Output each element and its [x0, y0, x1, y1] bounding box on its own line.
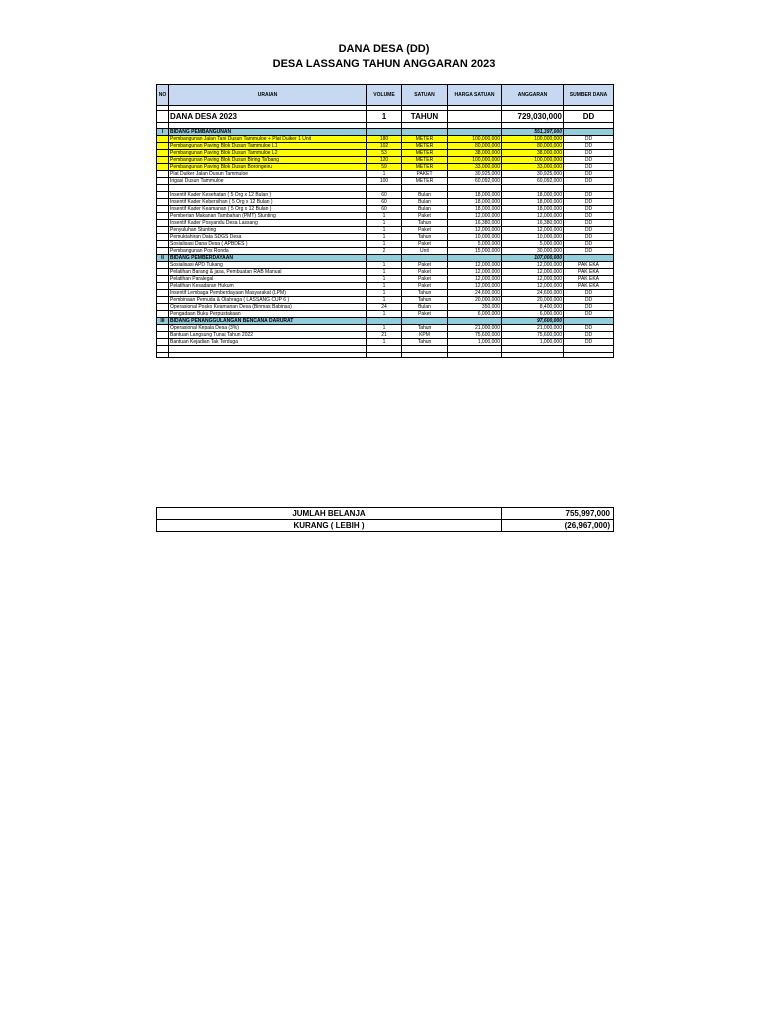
row-anggaran: 33,000,000 [502, 164, 564, 171]
row-harga: 21,000,000 [448, 325, 502, 332]
table-row [157, 157, 614, 164]
row-uraian: Sosialisasi APD Tukang [169, 262, 367, 269]
row-uraian: Insentif Kader Kebersihan ( 5 Org x 12 Bulan ) [169, 199, 367, 206]
row-volume: 21 [367, 332, 402, 339]
row-harga: 16,380,000 [448, 220, 502, 227]
row-anggaran: 30,925,000 [502, 171, 564, 178]
row-uraian: Bantuan Kejadian Tak Terduga [169, 339, 367, 346]
section-row [157, 129, 614, 136]
row-volume: 1 [367, 220, 402, 227]
row-volume: 1 [367, 171, 402, 178]
table-row [157, 234, 614, 241]
row-sumber: DD [564, 213, 614, 220]
row-uraian: Pelatihan Kesadaran Hukum [169, 283, 367, 290]
section-total: 551,397,000 [502, 129, 564, 136]
row-satuan: Bulan [402, 206, 448, 213]
row-sumber: DD [564, 206, 614, 213]
table-row [157, 143, 614, 150]
section-row [157, 318, 614, 325]
row-anggaran: 30,000,000 [502, 248, 564, 255]
dana-desa-row [157, 111, 614, 123]
row-anggaran: 18,000,000 [502, 192, 564, 199]
row-sumber: DD [564, 192, 614, 199]
row-uraian: Insentif Lembaga Pemberdayaan Masyarakat (LPM) [169, 290, 367, 297]
table-row [157, 262, 614, 269]
row-sumber: DD [564, 304, 614, 311]
row-harga: 5,000,000 [448, 241, 502, 248]
row-satuan: Paket [402, 213, 448, 220]
row-uraian: Pembangunan Paving Blok Dusun Borongeiru [169, 164, 367, 171]
row-harga: 15,000,000 [448, 248, 502, 255]
row-uraian: Insentif Kader Kesehatan ( 5 Org x 12 Bulan ) [169, 192, 367, 199]
row-satuan: Paket [402, 276, 448, 283]
row-anggaran: 60,092,000 [502, 178, 564, 185]
row-sumber: DD [564, 290, 614, 297]
row-anggaran: 12,000,000 [502, 276, 564, 283]
row-harga: 30,925,000 [448, 171, 502, 178]
table-row [157, 339, 614, 346]
row-anggaran: 12,000,000 [502, 227, 564, 234]
row-anggaran: 5,000,000 [502, 241, 564, 248]
row-harga: 60,092,000 [448, 178, 502, 185]
row-satuan: Unit [402, 248, 448, 255]
row-satuan: METER [402, 157, 448, 164]
table-row [157, 283, 614, 290]
row-volume: 1 [367, 325, 402, 332]
row-harga: 20,000,000 [448, 297, 502, 304]
row-uraian: Pengadaan Buku Perpustakaan [169, 311, 367, 318]
table-row [157, 213, 614, 220]
row-sumber: DD [564, 297, 614, 304]
row-satuan: METER [402, 150, 448, 157]
row-anggaran: 12,000,000 [502, 283, 564, 290]
header-harga: HARGA SATUAN [448, 85, 502, 106]
table-row [157, 164, 614, 171]
header-uraian: URAIAN [169, 85, 367, 106]
dd-anggaran: 729,030,000 [502, 111, 564, 123]
header-volume: VOLUME [367, 85, 402, 106]
row-satuan: METER [402, 143, 448, 150]
table-row [157, 178, 614, 185]
row-sumber: DD [564, 157, 614, 164]
row-anggaran: 10,000,000 [502, 234, 564, 241]
row-uraian: Pemberian Makanan Tambahan (PMT) Stunting [169, 213, 367, 220]
row-satuan: Bulan [402, 192, 448, 199]
row-satuan: METER [402, 136, 448, 143]
row-sumber: DD [564, 248, 614, 255]
jumlah-label: JUMLAH BELANJA [157, 508, 502, 520]
row-satuan: Bulan [402, 199, 448, 206]
table-row [157, 297, 614, 304]
row-volume: 60 [367, 199, 402, 206]
table-row [157, 248, 614, 255]
row-anggaran: 6,000,000 [502, 311, 564, 318]
row-anggaran: 12,000,000 [502, 213, 564, 220]
row-anggaran: 18,000,000 [502, 199, 564, 206]
table-row [157, 311, 614, 318]
table-row [157, 325, 614, 332]
row-anggaran: 38,000,000 [502, 150, 564, 157]
row-harga: 12,000,000 [448, 227, 502, 234]
jumlah-belanja-row [157, 508, 614, 520]
row-anggaran: 20,000,000 [502, 297, 564, 304]
row-satuan: Tahun [402, 220, 448, 227]
row-satuan: Tahun [402, 325, 448, 332]
table-row [157, 171, 614, 178]
table-row [157, 332, 614, 339]
row-sumber: PAK EKA [564, 262, 614, 269]
row-anggaran: 75,600,000 [502, 332, 564, 339]
row-volume: 1 [367, 262, 402, 269]
row-harga: 12,000,000 [448, 269, 502, 276]
row-anggaran: 24,600,000 [502, 290, 564, 297]
row-uraian: Sosialisasi Dana Desa ( APBDES ) [169, 241, 367, 248]
row-sumber: DD [564, 220, 614, 227]
row-sumber: DD [564, 150, 614, 157]
row-volume: 1 [367, 290, 402, 297]
row-sumber: DD [564, 234, 614, 241]
row-sumber: DD [564, 339, 614, 346]
table-row [157, 241, 614, 248]
row-harga: 12,000,000 [448, 276, 502, 283]
row-sumber: DD [564, 199, 614, 206]
row-satuan: Tahun [402, 297, 448, 304]
row-uraian: Operasional Posko Keamanan Desa (Binmas Babinsa) [169, 304, 367, 311]
section-no: I [157, 129, 169, 136]
row-sumber: DD [564, 332, 614, 339]
row-harga: 350,000 [448, 304, 502, 311]
row-uraian: Insentif Kader Keamanan ( 5 Org x 12 Bulan ) [169, 206, 367, 213]
row-harga: 33,000,000 [448, 164, 502, 171]
row-uraian: Bantuan Langsung Tunai Tahun 2022 [169, 332, 367, 339]
row-sumber: DD [564, 136, 614, 143]
row-volume: 60 [367, 206, 402, 213]
doc-subtitle: DESA LASSANG TAHUN ANGGARAN 2023 [272, 58, 496, 70]
row-volume: 1 [367, 297, 402, 304]
row-satuan: METER [402, 164, 448, 171]
row-harga: 18,000,000 [448, 206, 502, 213]
row-anggaran: 21,000,000 [502, 325, 564, 332]
row-anggaran: 16,380,000 [502, 220, 564, 227]
row-uraian: Pemuktahiran Data SDGS Desa [169, 234, 367, 241]
row-volume: 1 [367, 276, 402, 283]
row-harga: 100,000,000 [448, 136, 502, 143]
row-satuan: METER [402, 178, 448, 185]
section-total: 107,000,000 [502, 255, 564, 262]
row-sumber: PAK EKA [564, 276, 614, 283]
table-row [157, 290, 614, 297]
row-volume: 102 [367, 143, 402, 150]
row-satuan: Paket [402, 241, 448, 248]
row-sumber: DD [564, 325, 614, 332]
row-anggaran: 100,000,000 [502, 157, 564, 164]
table-row [157, 269, 614, 276]
row-uraian: Pembangunan Paving Blok Dusun Tammuloe L1 [169, 143, 367, 150]
row-satuan: KPM [402, 332, 448, 339]
row-uraian: Pembangunan Paving Blok Dusun Biring Ta'bang [169, 157, 367, 164]
row-satuan: PAKET [402, 171, 448, 178]
row-harga: 18,000,000 [448, 192, 502, 199]
row-volume: 59 [367, 164, 402, 171]
row-anggaran: 12,000,000 [502, 262, 564, 269]
section-no: II [157, 255, 169, 262]
row-volume: 53 [367, 150, 402, 157]
row-volume: 120 [367, 157, 402, 164]
row-satuan: Tahun [402, 290, 448, 297]
row-satuan: Paket [402, 262, 448, 269]
row-volume: 24 [367, 304, 402, 311]
row-uraian: Pembangunan Paving Blok Dusun Tammuloe L2 [169, 150, 367, 157]
header-satuan: SATUAN [402, 85, 448, 106]
table-row [157, 304, 614, 311]
row-satuan: Paket [402, 283, 448, 290]
table-row [157, 199, 614, 206]
table-header-row [157, 85, 614, 106]
row-volume: 1 [367, 241, 402, 248]
row-sumber: DD [564, 143, 614, 150]
row-harga: 1,000,000 [448, 339, 502, 346]
dd-volume: 1 [367, 111, 402, 123]
row-harga: 18,000,000 [448, 199, 502, 206]
dd-sumber: DD [564, 111, 614, 123]
table-row [157, 227, 614, 234]
row-volume: 1 [367, 213, 402, 220]
table-row [157, 276, 614, 283]
table-row [157, 220, 614, 227]
row-satuan: Tahun [402, 234, 448, 241]
budget-table [156, 84, 614, 358]
row-harga: 24,600,000 [448, 290, 502, 297]
row-volume: 1 [367, 311, 402, 318]
row-volume: 100 [367, 178, 402, 185]
row-satuan: Paket [402, 269, 448, 276]
row-harga: 12,000,000 [448, 262, 502, 269]
header-anggaran: ANGGARAN [502, 85, 564, 106]
row-harga: 10,000,000 [448, 234, 502, 241]
row-uraian: Penyuluhan Stunting [169, 227, 367, 234]
table-row [157, 192, 614, 199]
row-uraian: Irigasi Dusun Tammuloe [169, 178, 367, 185]
row-anggaran: 80,000,000 [502, 143, 564, 150]
header-sumber: SUMBER DANA [564, 85, 614, 106]
summary-table [156, 507, 614, 532]
table-row [157, 136, 614, 143]
row-sumber: DD [564, 171, 614, 178]
section-total: 97,600,000 [502, 318, 564, 325]
row-uraian: Plat Duiker Jalan Dusun Tammuloe [169, 171, 367, 178]
header-no: NO [157, 85, 169, 106]
row-uraian: Pelatihan Paralegal [169, 276, 367, 283]
kurang-value: (26,967,000) [502, 520, 614, 532]
row-volume: 2 [367, 248, 402, 255]
row-harga: 38,000,000 [448, 150, 502, 157]
row-sumber: DD [564, 241, 614, 248]
section-label: BIDANG PEMBANGUNAN [169, 129, 367, 136]
row-sumber: PAK EKA [564, 283, 614, 290]
row-anggaran: 12,000,000 [502, 269, 564, 276]
kurang-lebih-row [157, 520, 614, 532]
row-volume: 1 [367, 283, 402, 290]
row-harga: 12,000,000 [448, 213, 502, 220]
row-uraian: Pembinaan Pemuda & Olahraga ( LASSANG CUP 6 ) [169, 297, 367, 304]
row-volume: 1 [367, 269, 402, 276]
dd-uraian: DANA DESA 2023 [169, 111, 367, 123]
row-anggaran: 100,000,000 [502, 136, 564, 143]
row-volume: 1 [367, 227, 402, 234]
row-satuan: Bulan [402, 304, 448, 311]
row-harga: 75,600,000 [448, 332, 502, 339]
row-volume: 1 [367, 234, 402, 241]
row-uraian: Insentif Kader Posyandu Desa Lassang [169, 220, 367, 227]
row-uraian: Pembangunan Pos Ronda [169, 248, 367, 255]
doc-title: DANA DESA (DD) [338, 43, 430, 55]
kurang-label: KURANG ( LEBIH ) [157, 520, 502, 532]
row-sumber: DD [564, 311, 614, 318]
section-no: III [157, 318, 169, 325]
row-satuan: Paket [402, 227, 448, 234]
row-harga: 80,000,000 [448, 143, 502, 150]
row-harga: 12,000,000 [448, 283, 502, 290]
row-anggaran: 8,400,000 [502, 304, 564, 311]
section-row [157, 255, 614, 262]
section-label: BIDANG PEMBERDAYAAN [169, 255, 367, 262]
row-uraian: Operasional Kepala Desa (3%) [169, 325, 367, 332]
row-sumber: PAK EKA [564, 269, 614, 276]
row-uraian: Pelatihan Barang & jasa, Pembuatan RAB Manual [169, 269, 367, 276]
row-satuan: Tahun [402, 339, 448, 346]
row-volume: 1 [367, 339, 402, 346]
row-sumber: DD [564, 227, 614, 234]
row-anggaran: 1,000,000 [502, 339, 564, 346]
jumlah-value: 755,997,000 [502, 508, 614, 520]
table-row [157, 150, 614, 157]
section-label: BIDANG PENANGGULANGAN BENCANA DARURAT [169, 318, 367, 325]
dd-satuan: TAHUN [402, 111, 448, 123]
row-volume: 60 [367, 192, 402, 199]
row-sumber: DD [564, 178, 614, 185]
row-volume: 180 [367, 136, 402, 143]
row-harga: 100,000,000 [448, 157, 502, 164]
row-anggaran: 18,000,000 [502, 206, 564, 213]
row-sumber: DD [564, 164, 614, 171]
row-uraian: Pembangunan Jalan Tani Dusun Tammuloe + Plat Duiker 1 Unit [169, 136, 367, 143]
table-row [157, 206, 614, 213]
row-satuan: Paket [402, 311, 448, 318]
row-harga: 6,000,000 [448, 311, 502, 318]
